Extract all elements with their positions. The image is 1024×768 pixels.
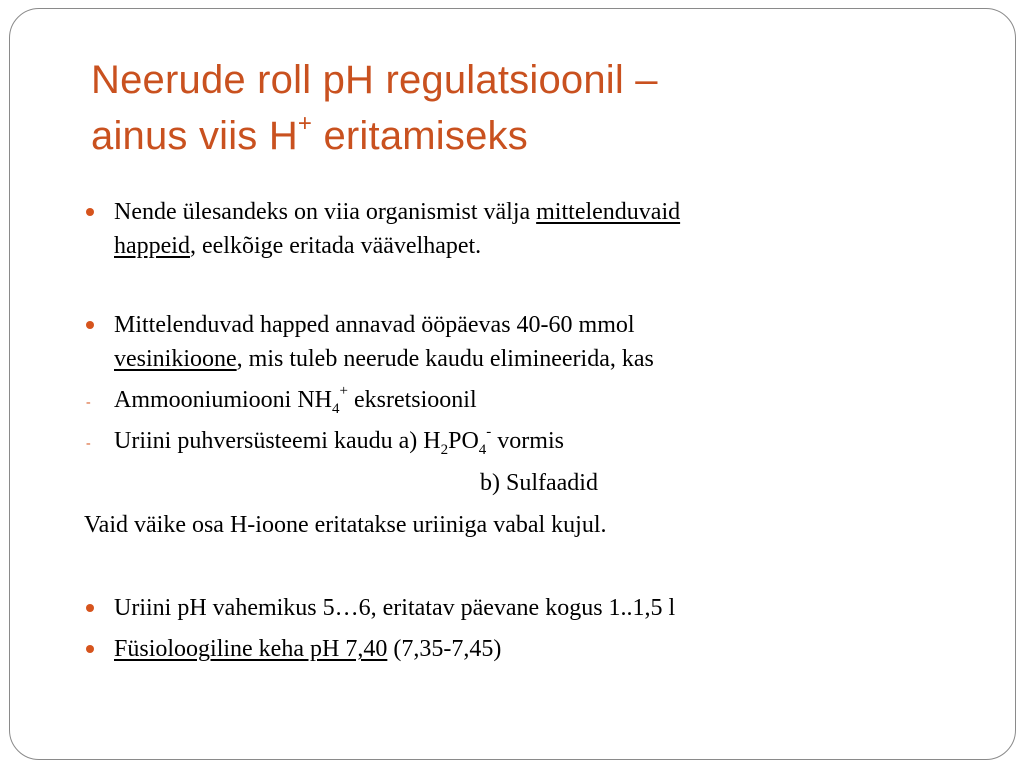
bullet-dot-icon [86, 321, 94, 329]
dash-2-text: Uriini puhversüsteemi kaudu a) H [114, 428, 441, 454]
bullet-4-line [114, 633, 501, 665]
bullet-1-line-1 [114, 196, 680, 228]
bullet-2-line-2 [114, 343, 654, 375]
bullet-2-text-end: , mis tuleb neerude kaudu elimineerida, kas [236, 346, 654, 372]
dash-1-text: Ammooniumiooni NH [114, 387, 333, 413]
title-line-2 [91, 108, 951, 164]
slide-title [91, 52, 951, 164]
dash-2-subscript-2: 4 [478, 442, 487, 458]
bullet-1-underlined-2: happeid [114, 233, 190, 259]
dash-2-line [114, 425, 564, 457]
bullet-4-underlined: Füsioloogiline keha pH 7,40 [114, 636, 388, 662]
dash-1-line [114, 384, 477, 416]
bullet-dot-icon [86, 604, 94, 612]
dash-2-text-mid: PO [448, 428, 479, 454]
dash-2-continuation: b) Sulfaadid [480, 470, 598, 496]
dash-2-superscript: - [486, 424, 492, 440]
dash-bullet-icon: - [86, 436, 91, 451]
bullet-1-text: Nende ülesandeks on viia organismist välja [114, 199, 537, 225]
dash-2-subscript-1: 2 [440, 442, 449, 458]
bullet-dot-icon [86, 208, 94, 216]
title-line-1: Neerude roll pH regulatsioonil – [91, 58, 658, 102]
bullet-2-line-1: Mittelenduvad happed annavad ööpäevas 40-60 mmol [114, 312, 635, 338]
bullet-2-underlined: vesinikioone [114, 346, 237, 372]
dash-1-superscript: + [339, 383, 348, 399]
bullet-dot-icon [86, 645, 94, 653]
bullet-1-line-2 [114, 230, 481, 262]
plain-text-line: Vaid väike osa H-ioone eritatakse uriiniga vabal kujul. [84, 512, 607, 538]
bullet-3-line: Uriini pH vahemikus 5…6, eritatav päevane kogus 1..1,5 l [114, 595, 676, 621]
dash-1-text-end: eksretsioonil [347, 387, 477, 413]
bullet-1-text-end: , eelkõige eritada väävelhapet. [189, 233, 482, 259]
dash-bullet-icon: - [86, 395, 91, 410]
bullet-1-underlined-1: mittelenduvaid [536, 199, 681, 225]
title-superscript: + [297, 110, 313, 137]
dash-1-subscript: 4 [332, 401, 340, 417]
title-line-2-pre: ainus viis H [91, 114, 298, 158]
title-line-2-post: eritamiseks [312, 114, 528, 158]
bullet-4-text-end: (7,35-7,45) [387, 636, 502, 662]
dash-2-text-end: vormis [491, 428, 564, 454]
